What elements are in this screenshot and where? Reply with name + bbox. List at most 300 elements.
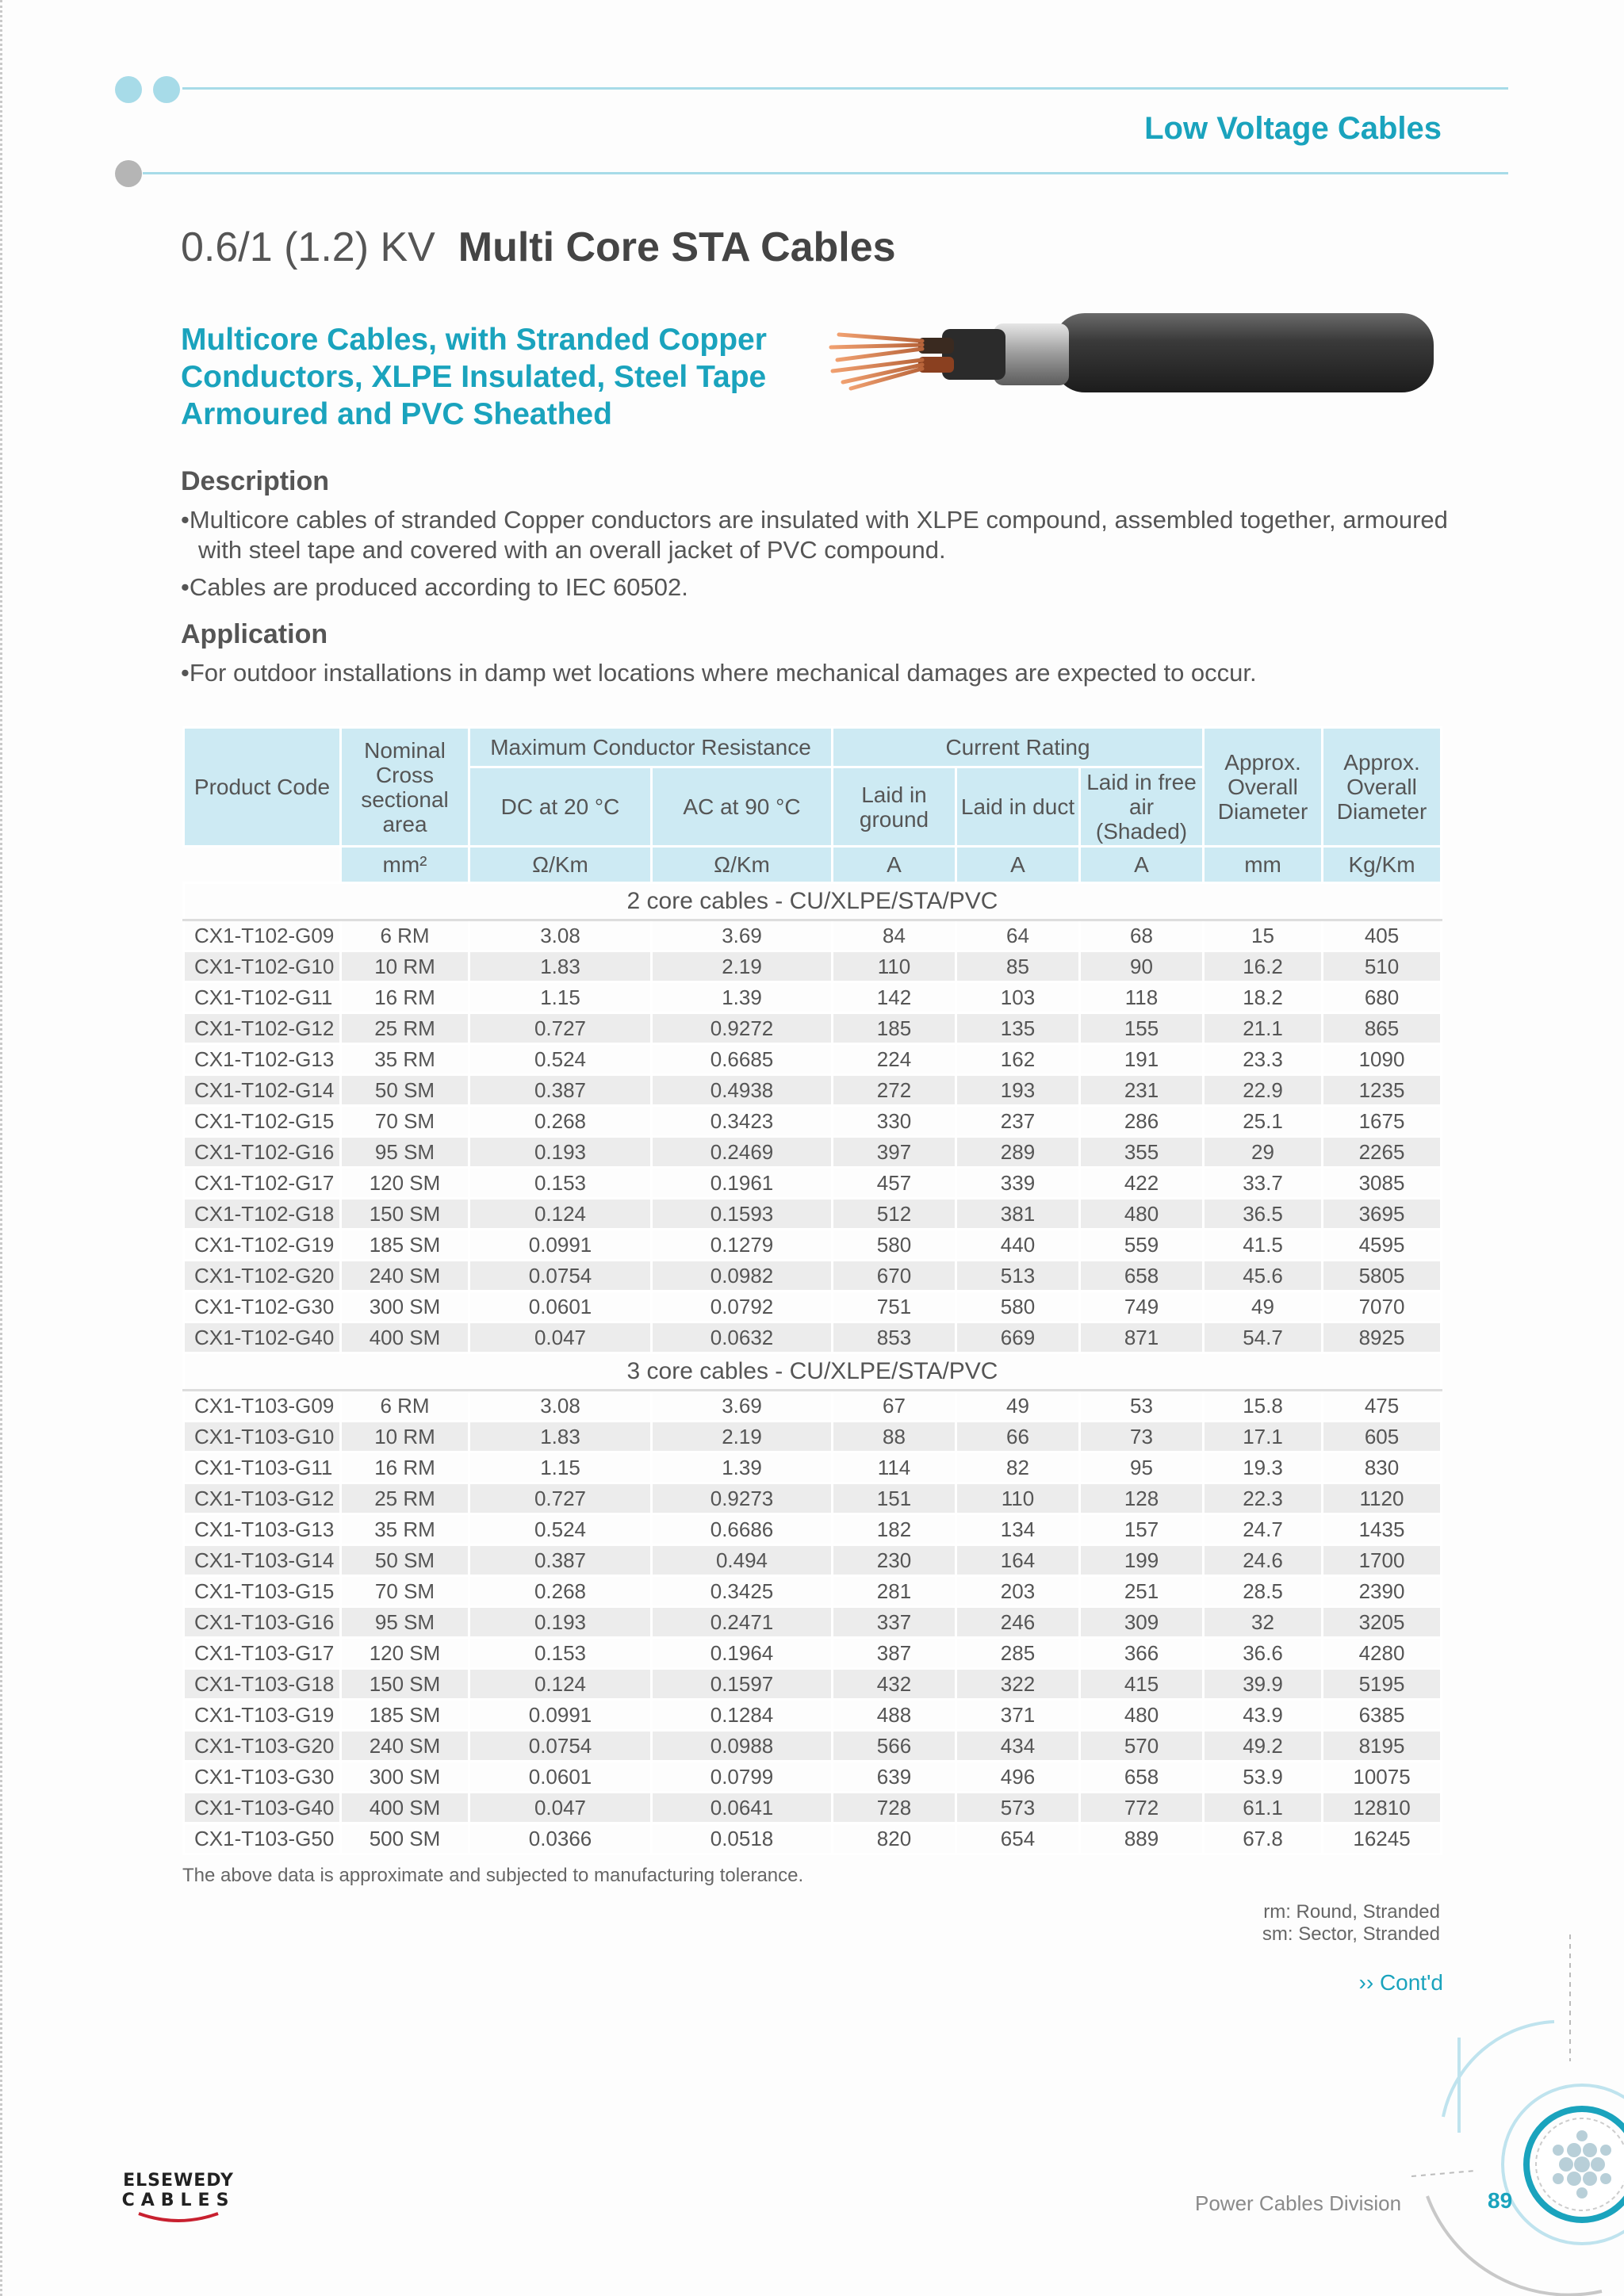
page-number: 89 <box>1488 2188 1513 2213</box>
table-cell: 67.8 <box>1204 1823 1323 1854</box>
group-title: 3 core cables - CU/XLPE/STA/PVC <box>184 1353 1442 1391</box>
table-cell: 0.193 <box>469 1137 652 1168</box>
table-row <box>184 1793 1442 1823</box>
table-cell: 251 <box>1080 1576 1204 1607</box>
table-cell: 0.0518 <box>652 1823 833 1854</box>
table-cell: 1700 <box>1323 1545 1442 1576</box>
table-cell: CX1-T102-G16 <box>184 1137 341 1168</box>
table-cell: 6 RM <box>341 1391 469 1422</box>
table-row <box>184 1452 1442 1483</box>
table-cell: 25.1 <box>1204 1106 1323 1137</box>
header-diameter: Approx. Overall Diameter <box>1204 728 1323 847</box>
table-cell: 150 SM <box>341 1199 469 1230</box>
table-row <box>184 1607 1442 1638</box>
table-cell: 8925 <box>1323 1322 1442 1353</box>
table-cell: 3.69 <box>652 920 833 951</box>
table-cell: 0.1961 <box>652 1168 833 1199</box>
table-cell: 0.1284 <box>652 1700 833 1731</box>
application-heading: Application <box>181 619 328 649</box>
table-cell: CX1-T102-G17 <box>184 1168 341 1199</box>
table-cell: 512 <box>833 1199 956 1230</box>
table-cell: 281 <box>833 1576 956 1607</box>
table-row <box>184 1075 1442 1106</box>
table-cell: 50 SM <box>341 1545 469 1576</box>
table-cell: 580 <box>833 1230 956 1261</box>
table-row <box>184 1137 1442 1168</box>
table-cell: 35 RM <box>341 1514 469 1545</box>
section-label: Low Voltage Cables <box>1144 111 1442 146</box>
table-cell: 182 <box>833 1514 956 1545</box>
table-cell: 0.153 <box>469 1168 652 1199</box>
table-cell: 422 <box>1080 1168 1204 1199</box>
table-cell: 309 <box>1080 1607 1204 1638</box>
table-cell: 2265 <box>1323 1137 1442 1168</box>
group-title: 2 core cables - CU/XLPE/STA/PVC <box>184 883 1442 920</box>
table-cell: 224 <box>833 1044 956 1075</box>
table-cell: 155 <box>1080 1013 1204 1044</box>
legend-rm: rm: Round, Stranded <box>1263 1901 1440 1923</box>
table-cell: 475 <box>1323 1391 1442 1422</box>
table-row <box>184 951 1442 982</box>
table-cell: 45.6 <box>1204 1261 1323 1292</box>
table-cell: 19.3 <box>1204 1452 1323 1483</box>
table-cell: 400 SM <box>341 1793 469 1823</box>
table-cell: 0.2471 <box>652 1607 833 1638</box>
table-cell: 3.08 <box>469 920 652 951</box>
table-cell: 24.6 <box>1204 1545 1323 1576</box>
table-cell: 3695 <box>1323 1199 1442 1230</box>
table-cell: 7070 <box>1323 1292 1442 1322</box>
table-cell: 0.153 <box>469 1638 652 1669</box>
table-cell: 0.524 <box>469 1044 652 1075</box>
table-cell: 300 SM <box>341 1292 469 1322</box>
table-cell: 0.9273 <box>652 1483 833 1514</box>
table-cell: 4595 <box>1323 1230 1442 1261</box>
table-cell: 36.6 <box>1204 1638 1323 1669</box>
table-cell: 366 <box>1080 1638 1204 1669</box>
table-cell: 36.5 <box>1204 1199 1323 1230</box>
table-cell: 118 <box>1080 982 1204 1013</box>
table-cell: 0.524 <box>469 1514 652 1545</box>
table-cell: 0.0601 <box>469 1292 652 1322</box>
table-row <box>184 1762 1442 1793</box>
table-cell: 339 <box>956 1168 1080 1199</box>
table-cell: 12810 <box>1323 1793 1442 1823</box>
table-cell: 150 SM <box>341 1669 469 1700</box>
cable-image <box>815 293 1443 412</box>
table-cell: 151 <box>833 1483 956 1514</box>
table-cell: 0.0754 <box>469 1731 652 1762</box>
table-cell: CX1-T103-G14 <box>184 1545 341 1576</box>
table-cell: 70 SM <box>341 1106 469 1137</box>
table-cell: 70 SM <box>341 1576 469 1607</box>
table-cell: 15 <box>1204 920 1323 951</box>
header-free-air: Laid in free air (Shaded) <box>1080 767 1204 847</box>
table-cell: 246 <box>956 1607 1080 1638</box>
table-cell: 0.0792 <box>652 1292 833 1322</box>
table-cell: 0.047 <box>469 1322 652 1353</box>
company-logo <box>115 2171 242 2234</box>
table-cell: 751 <box>833 1292 956 1322</box>
table-row <box>184 1638 1442 1669</box>
table-cell: 25 RM <box>341 1483 469 1514</box>
table-cell: 53 <box>1080 1391 1204 1422</box>
table-cell: 289 <box>956 1137 1080 1168</box>
table-cell: 240 SM <box>341 1731 469 1762</box>
table-cell: 10 RM <box>341 1422 469 1452</box>
header-unit: A <box>1080 847 1204 883</box>
table-cell: 728 <box>833 1793 956 1823</box>
table-row <box>184 1422 1442 1452</box>
table-cell: 3085 <box>1323 1168 1442 1199</box>
table-cell: 49 <box>956 1391 1080 1422</box>
table-row <box>184 1514 1442 1545</box>
table-cell: 110 <box>833 951 956 982</box>
table-cell: 185 <box>833 1013 956 1044</box>
table-cell: CX1-T103-G15 <box>184 1576 341 1607</box>
header-unit: A <box>833 847 956 883</box>
table-cell: 480 <box>1080 1199 1204 1230</box>
header-unit: mm <box>1204 847 1323 883</box>
table-cell: 654 <box>956 1823 1080 1854</box>
table-cell: 3205 <box>1323 1607 1442 1638</box>
table-cell: 240 SM <box>341 1261 469 1292</box>
header-duct: Laid in duct <box>956 767 1080 847</box>
header-unit-blank <box>184 847 341 883</box>
table-cell: 67 <box>833 1391 956 1422</box>
table-cell: CX1-T102-G14 <box>184 1075 341 1106</box>
table-group-row <box>184 1353 1442 1391</box>
table-cell: CX1-T102-G19 <box>184 1230 341 1261</box>
table-cell: 0.6685 <box>652 1044 833 1075</box>
cable-spec-table <box>182 726 1442 1855</box>
table-cell: CX1-T103-G50 <box>184 1823 341 1854</box>
table-cell: 5195 <box>1323 1669 1442 1700</box>
table-cell: CX1-T103-G30 <box>184 1762 341 1793</box>
table-row <box>184 1700 1442 1731</box>
table-cell: 272 <box>833 1075 956 1106</box>
table-cell: 0.0982 <box>652 1261 833 1292</box>
description-bullet: •Cables are produced according to IEC 60502. <box>181 573 688 601</box>
table-cell: 50 SM <box>341 1075 469 1106</box>
table-cell: 480 <box>1080 1700 1204 1731</box>
table-row <box>184 1322 1442 1353</box>
product-subtitle: Multicore Cables, with Stranded Copper Conductors, XLPE Insulated, Steel Tape Armoured and PVC Sheathed <box>181 323 767 431</box>
decorative-dot <box>115 76 142 103</box>
header-weight: Approx. Overall Diameter <box>1323 728 1442 847</box>
table-cell: 0.6686 <box>652 1514 833 1545</box>
header-dc: DC at 20 °C <box>469 767 652 847</box>
table-cell: 39.9 <box>1204 1669 1323 1700</box>
table-cell: 573 <box>956 1793 1080 1823</box>
table-cell: 400 SM <box>341 1322 469 1353</box>
table-cell: 0.124 <box>469 1199 652 1230</box>
table-cell: 191 <box>1080 1044 1204 1075</box>
table-row <box>184 1013 1442 1044</box>
table-cell: 510 <box>1323 951 1442 982</box>
table-cell: 82 <box>956 1452 1080 1483</box>
table-cell: 772 <box>1080 1793 1204 1823</box>
tolerance-note: The above data is approximate and subjected to manufacturing tolerance. <box>182 1865 804 1886</box>
table-row <box>184 920 1442 951</box>
table-cell: 24.7 <box>1204 1514 1323 1545</box>
table-cell: 18.2 <box>1204 982 1323 1013</box>
table-cell: 6 RM <box>341 920 469 951</box>
table-cell: 4280 <box>1323 1638 1442 1669</box>
table-cell: 0.0991 <box>469 1230 652 1261</box>
table-cell: 84 <box>833 920 956 951</box>
table-cell: 0.727 <box>469 1013 652 1044</box>
table-cell: 0.9272 <box>652 1013 833 1044</box>
table-cell: 0.047 <box>469 1793 652 1823</box>
table-cell: 110 <box>956 1483 1080 1514</box>
table-cell: 355 <box>1080 1137 1204 1168</box>
header-nominal-area: Nominal Cross sectional area <box>341 728 469 847</box>
table-cell: CX1-T103-G09 <box>184 1391 341 1422</box>
continued-label: Cont'd <box>1379 1970 1443 1995</box>
page-title <box>181 224 896 271</box>
table-cell: 16 RM <box>341 1452 469 1483</box>
table-cell: 128 <box>1080 1483 1204 1514</box>
table-cell: 95 SM <box>341 1137 469 1168</box>
table-cell: 17.1 <box>1204 1422 1323 1452</box>
table-cell: 0.268 <box>469 1576 652 1607</box>
description-bullet: •Multicore cables of stranded Copper conductors are insulated with XLPE compound, assembled together, armoured with steel tape and covered with an overall jacket of PVC compound. <box>181 506 1448 564</box>
table-cell: CX1-T103-G13 <box>184 1514 341 1545</box>
table-cell: 21.1 <box>1204 1013 1323 1044</box>
table-cell: 670 <box>833 1261 956 1292</box>
table-cell: 2.19 <box>652 951 833 982</box>
table-cell: 120 SM <box>341 1638 469 1669</box>
table-cell: 639 <box>833 1762 956 1793</box>
table-cell: 0.494 <box>652 1545 833 1576</box>
table-cell: 8195 <box>1323 1731 1442 1762</box>
table-cell: 300 SM <box>341 1762 469 1793</box>
table-cell: 0.0601 <box>469 1762 652 1793</box>
table-cell: CX1-T103-G10 <box>184 1422 341 1452</box>
table-cell: 1435 <box>1323 1514 1442 1545</box>
table-cell: 22.9 <box>1204 1075 1323 1106</box>
table-cell: 0.3423 <box>652 1106 833 1137</box>
table-cell: 185 SM <box>341 1230 469 1261</box>
table-cell: CX1-T103-G12 <box>184 1483 341 1514</box>
table-cell: 0.0991 <box>469 1700 652 1731</box>
header-unit: Ω/Km <box>652 847 833 883</box>
table-cell: 103 <box>956 982 1080 1013</box>
table-cell: 1.15 <box>469 1452 652 1483</box>
table-cell: 405 <box>1323 920 1442 951</box>
header-ac: AC at 90 °C <box>652 767 833 847</box>
table-cell: CX1-T103-G18 <box>184 1669 341 1700</box>
table-cell: 120 SM <box>341 1168 469 1199</box>
table-cell: 2.19 <box>652 1422 833 1452</box>
header-rule-top <box>182 87 1508 90</box>
table-row <box>184 1391 1442 1422</box>
table-cell: CX1-T102-G20 <box>184 1261 341 1292</box>
table-cell: 237 <box>956 1106 1080 1137</box>
table-cell: 1235 <box>1323 1075 1442 1106</box>
table-row <box>184 1576 1442 1607</box>
table-cell: 16.2 <box>1204 951 1323 982</box>
table-row <box>184 1044 1442 1075</box>
table-cell: 85 <box>956 951 1080 982</box>
table-cell: 25 RM <box>341 1013 469 1044</box>
table-cell: 820 <box>833 1823 956 1854</box>
header-ground: Laid in ground <box>833 767 956 847</box>
table-cell: 64 <box>956 920 1080 951</box>
table-cell: 135 <box>956 1013 1080 1044</box>
table-cell: 73 <box>1080 1422 1204 1452</box>
table-cell: 1675 <box>1323 1106 1442 1137</box>
table-cell: 49 <box>1204 1292 1323 1322</box>
table-cell: 15.8 <box>1204 1391 1323 1422</box>
table-cell: CX1-T103-G20 <box>184 1731 341 1762</box>
table-row <box>184 1106 1442 1137</box>
table-cell: 749 <box>1080 1292 1204 1322</box>
table-cell: 35 RM <box>341 1044 469 1075</box>
table-cell: 0.727 <box>469 1483 652 1514</box>
table-cell: 865 <box>1323 1013 1442 1044</box>
table-cell: 43.9 <box>1204 1700 1323 1731</box>
table-cell: 1.39 <box>652 1452 833 1483</box>
header-max-resistance: Maximum Conductor Resistance <box>469 728 833 767</box>
table-cell: 0.1593 <box>652 1199 833 1230</box>
table-cell: 0.2469 <box>652 1137 833 1168</box>
table-cell: 658 <box>1080 1261 1204 1292</box>
table-cell: 0.3425 <box>652 1576 833 1607</box>
table-cell: 95 <box>1080 1452 1204 1483</box>
table-cell: 286 <box>1080 1106 1204 1137</box>
table-cell: 231 <box>1080 1075 1204 1106</box>
decorative-dot <box>153 76 180 103</box>
table-cell: 0.0799 <box>652 1762 833 1793</box>
table-cell: 0.4938 <box>652 1075 833 1106</box>
table-cell: 457 <box>833 1168 956 1199</box>
table-cell: 5805 <box>1323 1261 1442 1292</box>
table-cell: 199 <box>1080 1545 1204 1576</box>
decorative-dot <box>115 160 142 187</box>
table-cell: 0.124 <box>469 1669 652 1700</box>
table-cell: 559 <box>1080 1230 1204 1261</box>
table-row <box>184 1669 1442 1700</box>
table-cell: 157 <box>1080 1514 1204 1545</box>
table-cell: 488 <box>833 1700 956 1731</box>
table-cell: 605 <box>1323 1422 1442 1452</box>
table-cell: 114 <box>833 1452 956 1483</box>
header-rule-bottom <box>143 172 1508 174</box>
table-cell: 0.0988 <box>652 1731 833 1762</box>
table-cell: 381 <box>956 1199 1080 1230</box>
table-cell: CX1-T103-G16 <box>184 1607 341 1638</box>
table-cell: CX1-T102-G15 <box>184 1106 341 1137</box>
table-group-row <box>184 883 1442 920</box>
table-cell: 371 <box>956 1700 1080 1731</box>
table-cell: 337 <box>833 1607 956 1638</box>
table-cell: 415 <box>1080 1669 1204 1700</box>
table-cell: 496 <box>956 1762 1080 1793</box>
table-cell: 162 <box>956 1044 1080 1075</box>
table-cell: 330 <box>833 1106 956 1137</box>
table-cell: 33.7 <box>1204 1168 1323 1199</box>
table-cell: 193 <box>956 1075 1080 1106</box>
table-cell: 32 <box>1204 1607 1323 1638</box>
conductor-cross-section-icon <box>1411 1934 1624 2296</box>
table-row <box>184 1483 1442 1514</box>
table-cell: 871 <box>1080 1322 1204 1353</box>
table-cell: 1.83 <box>469 951 652 982</box>
logo-swoosh-icon <box>115 2210 242 2226</box>
double-chevron-icon: ›› <box>1358 1970 1374 1995</box>
title-voltage: 0.6/1 (1.2) KV <box>181 224 435 270</box>
table-cell: 1.39 <box>652 982 833 1013</box>
table-cell: 142 <box>833 982 956 1013</box>
header-unit: Kg/Km <box>1323 847 1442 883</box>
table-cell: 0.268 <box>469 1106 652 1137</box>
table-cell: 2390 <box>1323 1576 1442 1607</box>
table-cell: 68 <box>1080 920 1204 951</box>
table-cell: 513 <box>956 1261 1080 1292</box>
table-cell: 1.83 <box>469 1422 652 1452</box>
table-cell: 434 <box>956 1731 1080 1762</box>
table-cell: 3.08 <box>469 1391 652 1422</box>
table-cell: CX1-T103-G40 <box>184 1793 341 1823</box>
table-row <box>184 1230 1442 1261</box>
table-cell: CX1-T102-G13 <box>184 1044 341 1075</box>
table-cell: 0.387 <box>469 1545 652 1576</box>
table-cell: 134 <box>956 1514 1080 1545</box>
table-cell: 580 <box>956 1292 1080 1322</box>
table-cell: 680 <box>1323 982 1442 1013</box>
table-cell: 66 <box>956 1422 1080 1452</box>
legend-sm: sm: Sector, Stranded <box>1262 1923 1440 1945</box>
table-cell: CX1-T102-G40 <box>184 1322 341 1353</box>
table-cell: 440 <box>956 1230 1080 1261</box>
table-cell: 16 RM <box>341 982 469 1013</box>
table-cell: 432 <box>833 1669 956 1700</box>
table-body <box>184 883 1442 1854</box>
table-cell: 658 <box>1080 1762 1204 1793</box>
table-cell: 88 <box>833 1422 956 1452</box>
table-cell: CX1-T102-G18 <box>184 1199 341 1230</box>
table-cell: 0.387 <box>469 1075 652 1106</box>
description-heading: Description <box>181 466 330 496</box>
table-cell: 1120 <box>1323 1483 1442 1514</box>
application-bullet: •For outdoor installations in damp wet locations where mechanical damages are expected to occur. <box>181 659 1257 687</box>
table-row <box>184 1199 1442 1230</box>
table-cell: 500 SM <box>341 1823 469 1854</box>
header-unit: A <box>956 847 1080 883</box>
table-cell: 3.69 <box>652 1391 833 1422</box>
table-cell: 230 <box>833 1545 956 1576</box>
table-cell: 10 RM <box>341 951 469 982</box>
table-row <box>184 1823 1442 1854</box>
table-cell: 53.9 <box>1204 1762 1323 1793</box>
logo-bottom-text: CABLES <box>121 2191 236 2210</box>
table-cell: 322 <box>956 1669 1080 1700</box>
table-cell: 889 <box>1080 1823 1204 1854</box>
table-cell: 1.15 <box>469 982 652 1013</box>
table-cell: 95 SM <box>341 1607 469 1638</box>
table-cell: 10075 <box>1323 1762 1442 1793</box>
table-cell: CX1-T102-G11 <box>184 982 341 1013</box>
division-label: Power Cables Division <box>1195 2191 1402 2215</box>
table-row <box>184 1168 1442 1199</box>
title-product: Multi Core STA Cables <box>458 224 896 270</box>
page-edge-dotted <box>0 0 2 2296</box>
logo-top-text: ELSEWEDY <box>123 2171 234 2191</box>
table-cell: CX1-T102-G09 <box>184 920 341 951</box>
header-unit: Ω/Km <box>469 847 652 883</box>
